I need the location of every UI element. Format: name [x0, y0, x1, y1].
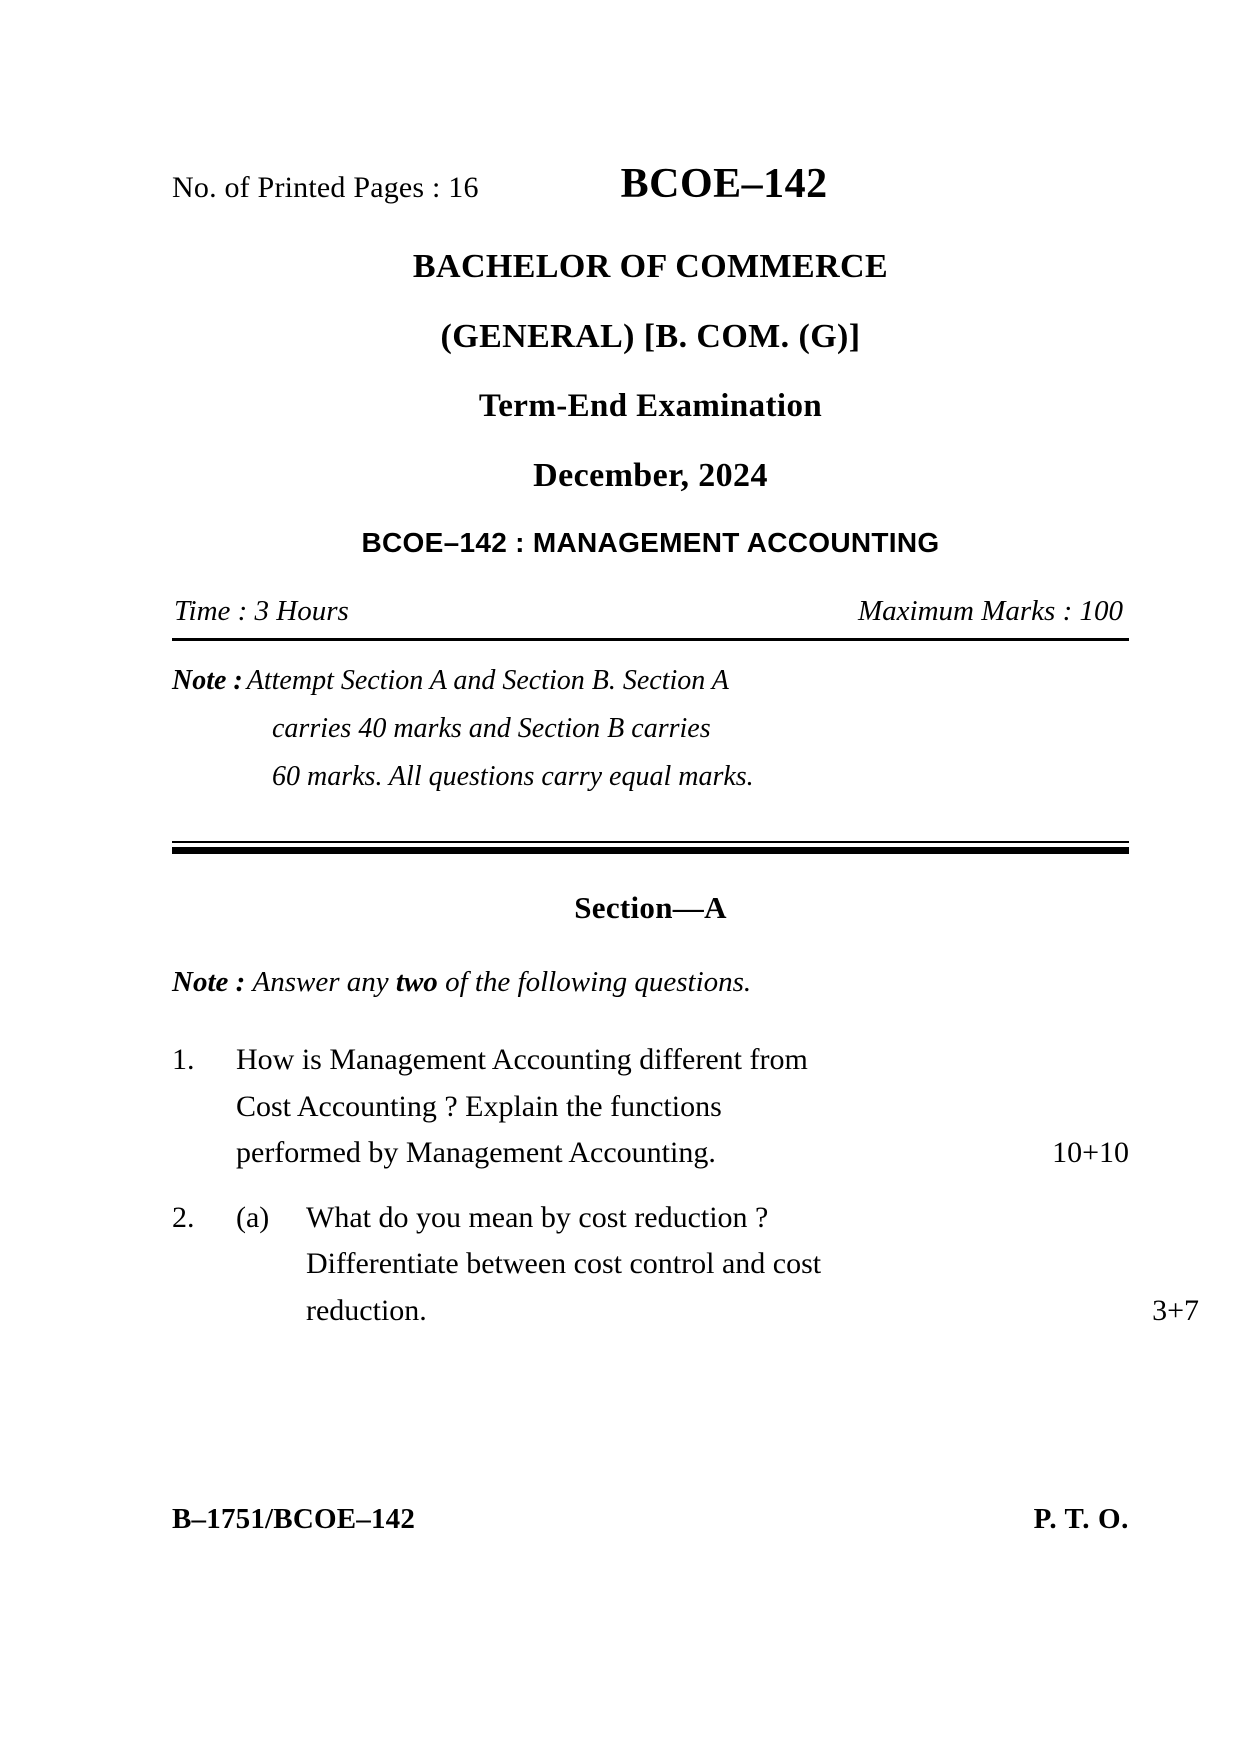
footer-paper-reference: B–1751/BCOE–142: [172, 1503, 416, 1535]
section-a-heading: Section—A: [574, 890, 727, 926]
question-2a-line-3: reduction.: [306, 1293, 427, 1327]
degree-title-line-2: (GENERAL) [B. COM. (G)]: [440, 318, 861, 355]
horizontal-rule-single: [172, 638, 1129, 641]
section-note-label: Note :: [172, 966, 253, 999]
maximum-marks: Maximum Marks : 100: [858, 595, 1123, 627]
question-2-number: 2.: [172, 1200, 195, 1234]
general-note-line-2: carries 40 marks and Section B carries: [272, 713, 711, 745]
question-2-body: [236, 1195, 1199, 1335]
question-2-row: [172, 1195, 1199, 1335]
question-1-line-1: How is Management Accounting different from: [236, 1043, 808, 1077]
general-note-first-row: [172, 657, 1129, 705]
question-1-line-3-row: [236, 1130, 1129, 1177]
question-1: [172, 1037, 1129, 1177]
question-2a-text: [306, 1195, 1129, 1242]
general-note-line-1: Attempt Section A and Section B. Section A: [246, 665, 729, 696]
question-1-row: [172, 1037, 1129, 1177]
exam-info-row: [172, 595, 1129, 628]
question-2a-line-3-row: [236, 1288, 1199, 1335]
horizontal-rule-double: [172, 841, 1129, 852]
examination-type: Term-End Examination: [478, 388, 823, 424]
question-2a-line-1: What do you mean by cost reduction ?: [306, 1200, 769, 1234]
section-a-note: [172, 966, 1129, 999]
printed-pages-label: No. of Printed Pages : 16: [172, 171, 479, 204]
question-2a-row: [236, 1195, 1129, 1242]
question-2a-line-2: Differentiate between cost control and cost: [306, 1247, 822, 1281]
examination-session: December, 2024: [533, 457, 768, 494]
degree-title-line-1: BACHELOR OF COMMERCE: [412, 248, 889, 285]
question-1-line-2: Cost Accounting ? Explain the functions: [236, 1089, 722, 1123]
section-note-text-2: of the following questions.: [437, 966, 752, 999]
question-1-line-3: performed by Management Accounting.: [236, 1136, 716, 1170]
question-1-marks: 10+10: [1052, 1136, 1129, 1170]
title-block: [172, 250, 1129, 493]
page-footer: [172, 1503, 1129, 1536]
subject-title: BCOE–142 : MANAGEMENT ACCOUNTING: [361, 527, 940, 558]
question-1-number: 1.: [172, 1043, 195, 1077]
general-note-line-3: 60 marks. All questions carry equal marks.: [272, 761, 754, 793]
paper-code: BCOE–142: [620, 161, 828, 207]
page-header: [172, 160, 1129, 208]
exam-duration: Time : 3 Hours: [174, 595, 349, 627]
rule-thick: [172, 847, 1129, 854]
section-note-emphasis: two: [395, 966, 438, 999]
general-note-block: [172, 657, 1129, 801]
question-1-body: [236, 1037, 1129, 1177]
rule-thin: [172, 841, 1129, 843]
footer-pto-label: P. T. O.: [1033, 1503, 1129, 1535]
question-2: [172, 1195, 1199, 1335]
question-2a-marks: 3+7: [1152, 1293, 1199, 1327]
section-note-text-1: Answer any: [252, 966, 396, 999]
general-note-label: Note :: [172, 665, 243, 696]
question-2a-label: (a): [236, 1200, 270, 1234]
